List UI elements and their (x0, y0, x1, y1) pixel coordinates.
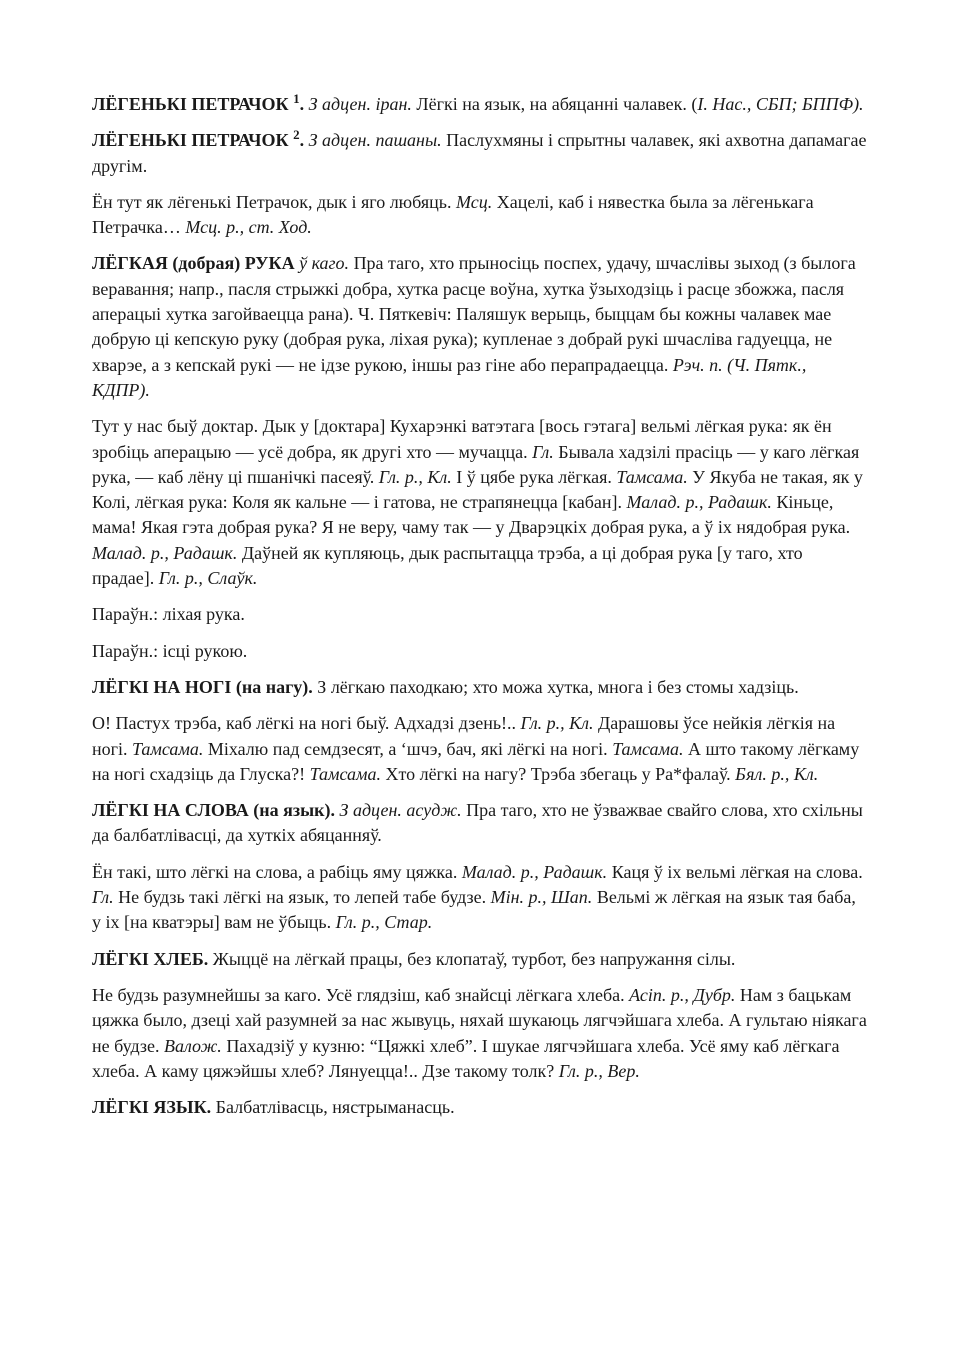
grammar-note: З адцен. асудж. (335, 800, 462, 821)
headword: ЛЁГЕНЬКІ ПЕТРАЧОК $^1$. (92, 91, 305, 114)
source: Рэч. п. (Ч. Пятк., КДПР). (92, 354, 807, 400)
entry-legki-na-nogi (92, 675, 868, 700)
homonym-index: 2 (293, 127, 300, 143)
examples-legki-hleb: Не будзь разумнейшы за каго. Усё глядзіш, каб знайсці лёгкага хлеба. Асіп. р., Дубр. Нам з бацькам цяжка было, дзеці хай разумней за нас жывуць, няхай шукаюць лягчэйшага хлеба. А гультаю ніякага не будзе. Валож. Пахадзіў у кузню: “Цяжкі хлеб”. І шукае лягчэйшага хлеба. Усё яму каб лёгкага хлеба. А каму цяжэйшы хлеб? Лянуецца!.. Дзе такому толк? Гл. р., Вер. (92, 984, 867, 1081)
examples-legkaya-ruka: Тут у нас быў доктар. Дык у [доктара] Кухарэнкі ватэтага [вось гэтага] вельмі лёгкая рука: як ён зробіць аперацыю — усё добра, як другі хто — мучацца. Гл. Бывала хадзілі прасіць — у каго лёгкая рука, — каб лёну ці пшанічкі пасеяў. Гл. р., Кл. І ў цябе рука лёгкая. Тамсама. У Якуба не такая, як у Колі, лёгкая рука: Коля як кальне — і гатова, не страпянецца [кабан]. Малад. р., Радашк. Кіньце, мама! Якая гэта добрая рука? Я не веру, чаму так — у Дварэцкіх добрая рука, а ў іх нядобрая рука. Малад. р., Радашк. Даўней як купляюць, дык распытацца трэба, а ці добрая рука [у таго, хто прадае]. Гл. р., Слаўк. (92, 416, 863, 589)
headword: ЛЁГКІ ХЛЕБ. (92, 948, 209, 969)
examples-legki-na-nogi: О! Пастух трэба, каб лёгкі на ногі быў. Адхадзі дзень!.. Гл. р., Кл. Дарашовы ўсе нейкія лёгкія на ногі. Тамсама. Міхалю пад семдзесят, а ‘шчэ, бач, які лёгкі на ногі. Тамсама. А што такому лёгкаму на ногі схадзіць да Глуска?! Тамсама. Хто лёгкі на нагу? Трэба збегаць у Ра*фалаў. Бял. р., Кл. (92, 713, 860, 784)
source: І. Нас., СБП; БППФ). (697, 94, 864, 114)
grammar-note: З адцен. пашаны. (304, 130, 442, 151)
entry-legki-yazyk (92, 1095, 868, 1120)
source: Мсц. р., ст. Ход. (185, 217, 312, 238)
cross-reference: Параўн.: ісці рукою. (92, 640, 248, 661)
entry-legenki-petrachok-1 (92, 92, 868, 117)
headword: ЛЁГКІ ЯЗЫК. (92, 1097, 212, 1118)
grammar-note: ў каго. (294, 253, 350, 274)
source: Мсц. (455, 191, 493, 212)
headword: ЛЁГЕНЬКІ ПЕТРАЧОК $^2$. (92, 127, 305, 151)
definition: Балбатлівасць, нястрыманасць. (211, 1097, 455, 1118)
definition: Пра таго, хто прыносіць поспех, удачу, шчаслівы зыход (з былога веравання; напр., пасля стрыжкі добра, хутка расце воўна, хутка ўзыходзіць і расце збожжа, пасля аперацыі хутка загойваецца рана). Ч. Пяткевіч: Паляшук верыць, быццам бы кожны чалавек мае добрую ці кепскую руку (добрая рука, ліхая рука); купленае з добрай рукі шчаслівa гадуецца, не хварэе, а з кепскай рукі — не ідзе рукою, іншы раз гіне або перапрадаецца. (92, 253, 856, 375)
definition: Паслухмяны і спрытны чалавек, які ахвотна дапамагае другім. (92, 130, 867, 176)
headword: ЛЁГКІ НА СЛОВА (на язык). (92, 800, 336, 821)
entry-legkaya-ruka (92, 251, 868, 403)
definition: Лёгкі на язык, на абяцанні чалавек. ( (411, 94, 698, 114)
definition: З лёгкаю паходкаю; хто можа хутка, многа і без стомы хадзіць. (312, 676, 799, 697)
headword: ЛЁГКАЯ (добрая) РУКА (92, 253, 295, 274)
examples-legki-na-slova: Ён такі, што лёгкі на слова, а рабіць яму цяжка. Малад. р., Радашк. Каця ў іх вельмі лёгкая на слова. Гл. Не будзь такі лёгкі на язык, то лепей табе будзе. Мін. р., Шап. Вельмі ж лёгкая на язык тая баба, у іх [на кватэры] вам не ўбыць. Гл. р., Стар. (92, 861, 863, 933)
examples-petrachok: Ён тут як лёгенькі Петрачок, дык і яго любяць. Мсц. Хацелі, каб і нявестка была за лёгенькага Петрачка… Мсц. р., ст. Ход. (92, 191, 814, 238)
cross-reference: Параўн.: ліхая рука. (92, 604, 245, 625)
entry-legki-na-slova (92, 798, 868, 849)
definition: Жыццё на лёгкай працы, без клопатаў, турбот, без напружання сілы. (208, 948, 736, 969)
definition: Пра таго, хто не ўзважвае свайго слова, хто схільны да балбатлівасці, да хуткіх абяцанняў. (92, 800, 863, 846)
headword: ЛЁГКІ НА НОГІ (на нагу). (92, 676, 313, 697)
entry-legki-hleb (92, 947, 868, 972)
homonym-index: 1 (293, 91, 300, 106)
grammar-note: З адцен. іран. (304, 94, 412, 114)
entry-legenki-petrachok-2 (92, 128, 868, 179)
